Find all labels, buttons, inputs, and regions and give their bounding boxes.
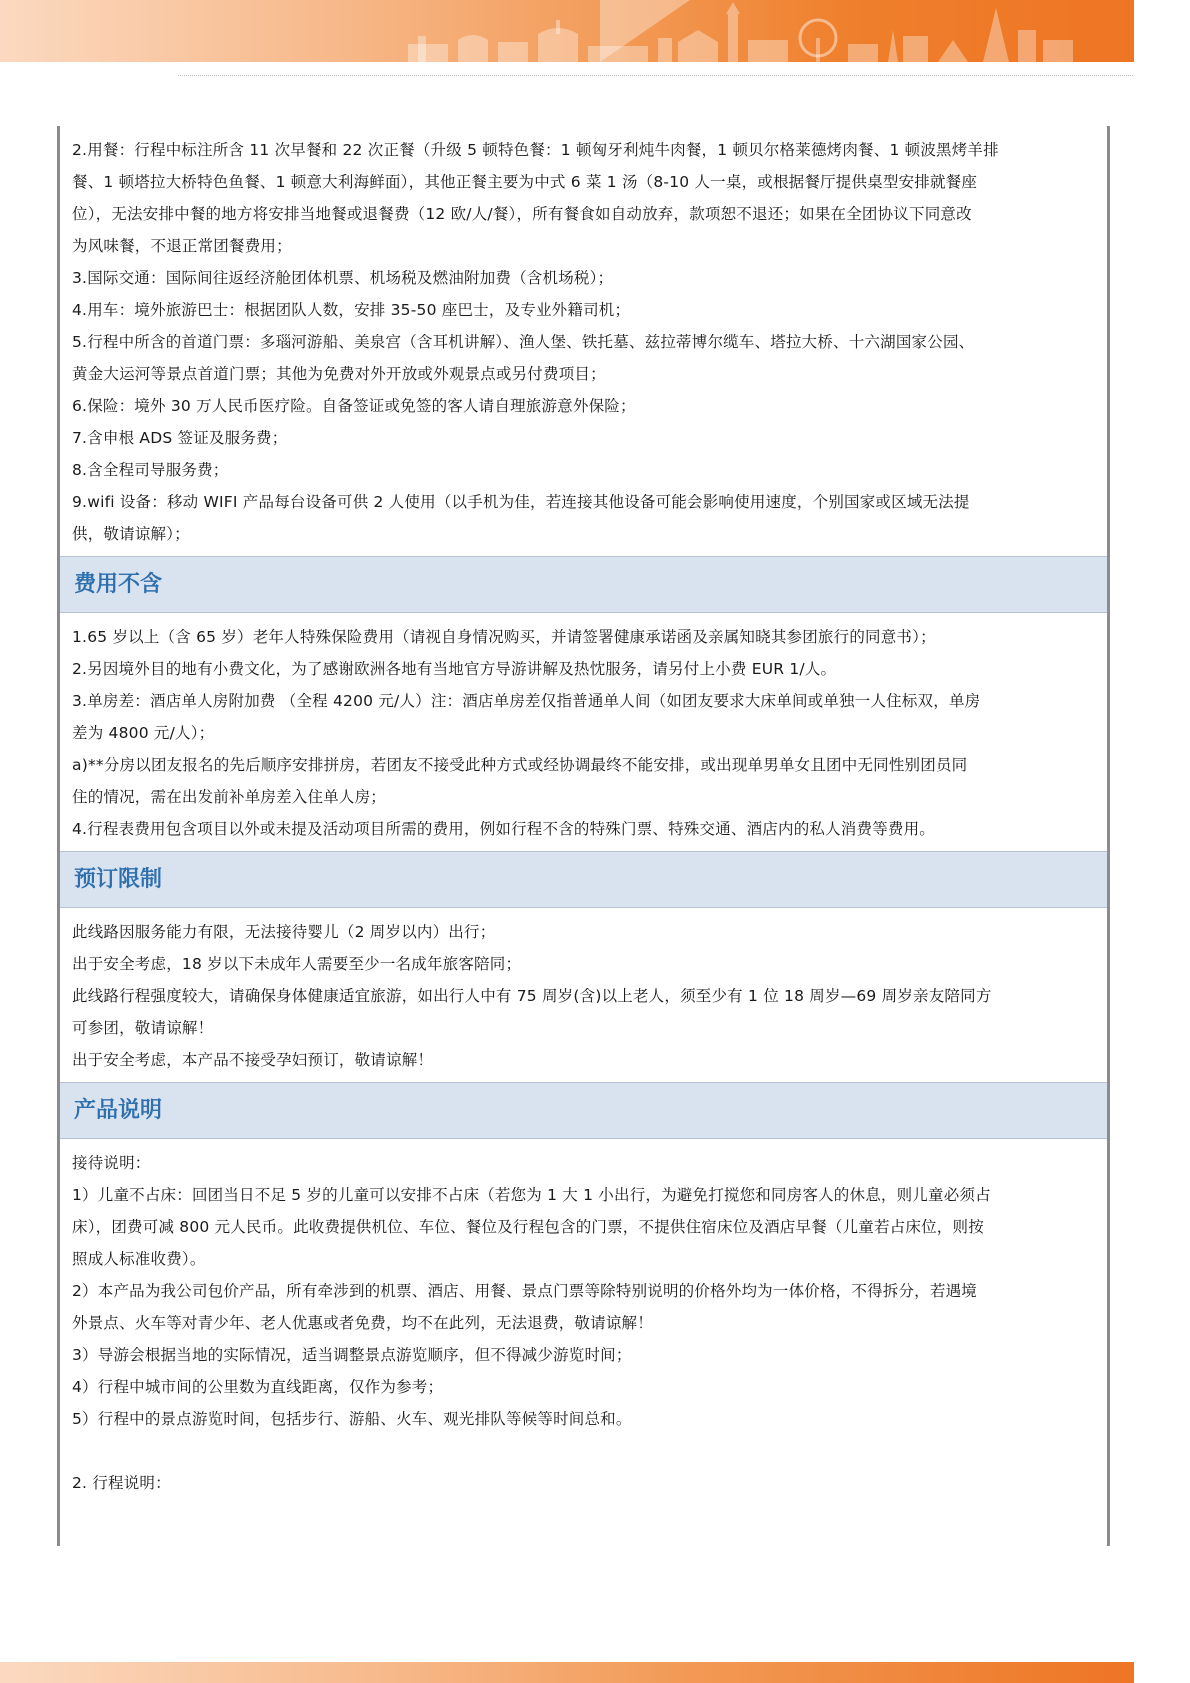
text-line: 2）本产品为我公司包价产品，所有牵涉到的机票、酒店、用餐、景点门票等除特别说明的价格外均为一体价格，不得拆分，若遇境 — [72, 1282, 977, 1300]
text-line: 3）导游会根据当地的实际情况，适当调整景点游览顺序，但不得减少游览时间； — [72, 1346, 632, 1364]
text-line: 2.用餐：行程中标注所含 11 次早餐和 22 次正餐（升级 5 顿特色餐：1 顿匈牙利炖牛肉餐，1 顿贝尔格莱德烤肉餐、1 顿波黑烤羊排 — [72, 141, 999, 159]
text-line: 位），无法安排中餐的地方将安排当地餐或退餐费（12 欧/人/餐），所有餐食如自动放弃，款项恕不退还；如果在全团协议下同意改 — [72, 205, 972, 223]
text-line: 3.单房差：酒店单人房附加费 （全程 4200 元/人）注：酒店单房差仅指普通单人间（如团友要求大床单间或单独一人住标双，单房 — [72, 692, 981, 710]
text-line: 照成人标准收费）。 — [72, 1250, 206, 1268]
text-line: 餐、1 顿塔拉大桥特色鱼餐、1 顿意大利海鲜面），其他正餐主要为中式 6 菜 1 汤（8-10 人一桌，或根据餐厅提供桌型安排就餐座 — [72, 173, 978, 191]
text-line: 6.保险：境外 30 万人民币医疗险。自备签证或免签的客人请自理旅游意外保险； — [72, 397, 636, 415]
text-line: 此线路因服务能力有限，无法接待婴儿（2 周岁以内）出行； — [72, 923, 496, 941]
text-line: 4.行程表费用包含项目以外或未提及活动项目所需的费用，例如行程不含的特殊门票、特殊交通、酒店内的私人消费等费用。 — [72, 820, 935, 838]
header-band — [0, 0, 1134, 62]
text-line: 供，敬请谅解）； — [72, 525, 190, 543]
itinerary-content-box — [57, 126, 1110, 1546]
product-notes-section — [72, 1139, 1101, 1505]
booking-limits-section — [72, 908, 1101, 1082]
text-line: 4.用车：境外旅游巴士：根据团队人数，安排 35-50 座巴士，及专业外籍司机； — [72, 301, 631, 319]
text-line: 为风味餐，不退正常团餐费用； — [72, 237, 292, 255]
text-line: a)**分房以团友报名的先后顺序安排拼房，若团友不接受此种方式或经协调最终不能安排，或出现单男单女且团中无同性别团员同 — [72, 756, 968, 774]
footer-band — [0, 1662, 1134, 1683]
text-line: 4）行程中城市间的公里数为直线距离，仅作为参考； — [72, 1378, 444, 1396]
header-divider — [178, 75, 1133, 76]
text-line: 外景点、火车等对青少年、老人优惠或者免费，均不在此列，无法退费，敬请谅解！ — [72, 1314, 653, 1332]
text-line: 1）儿童不占床：回团当日不足 5 岁的儿童可以安排不占床（若您为 1 大 1 小出行，为避免打搅您和同房客人的休息，则儿童必须占 — [72, 1186, 991, 1204]
text-line: 2.另因境外目的地有小费文化，为了感谢欧洲各地有当地官方导游讲解及热忱服务，请另付上小费 EUR 1/人。 — [72, 660, 837, 678]
text-line: 3.国际交通：国际间往返经济舱团体机票、机场税及燃油附加费（含机场税）； — [72, 269, 614, 287]
text-line: 可参团，敬请谅解！ — [72, 1019, 214, 1037]
text-line: 出于安全考虑，本产品不接受孕妇预订，敬请谅解！ — [72, 1051, 434, 1069]
text-line: 9.wifi 设备：移动 WIFI 产品每台设备可供 2 人使用（以手机为佳，若连接其他设备可能会影响使用速度，个别国家或区域无法提 — [72, 493, 970, 511]
city-skyline-icon — [398, 0, 1078, 62]
not-included-section — [72, 613, 1101, 851]
text-line: 出于安全考虑，18 岁以下未成年人需要至少一名成年旅客陪同； — [72, 955, 522, 973]
text-line: 5）行程中的景点游览时间，包括步行、游船、火车、观光排队等候等时间总和。 — [72, 1410, 632, 1428]
included-continued-section — [72, 126, 1101, 556]
section-heading-product-notes: 产品说明 — [60, 1082, 1107, 1139]
text-line: 床），团费可减 800 元人民币。此收费提供机位、车位、餐位及行程包含的门票，不提供住宿床位及酒店早餐（儿童若占床位，则按 — [72, 1218, 984, 1236]
text-line: 1.65 岁以上（含 65 岁）老年人特殊保险费用（请视自身情况购买，并请签署健康承诺函及亲属知晓其参团旅行的同意书）； — [72, 628, 936, 646]
text-line: 住的情况，需在出发前补单房差入住单人房； — [72, 788, 387, 806]
text-line: 接待说明： — [72, 1154, 151, 1172]
blank-line — [72, 1435, 1101, 1467]
text-line: 差为 4800 元/人）； — [72, 724, 215, 742]
text-line: 此线路行程强度较大，请确保身体健康适宜旅游，如出行人中有 75 周岁(含)以上老人，须至少有 1 位 18 周岁—69 周岁亲友陪同方 — [72, 987, 992, 1005]
section-heading-not-included: 费用不含 — [60, 556, 1107, 613]
text-line: 7.含申根 ADS 签证及服务费； — [72, 429, 288, 447]
text-line: 8.含全程司导服务费； — [72, 461, 229, 479]
text-line: 黄金大运河等景点首道门票；其他为免费对外开放或外观景点或另付费项目； — [72, 365, 606, 383]
text-line: 5.行程中所含的首道门票：多瑙河游船、美泉宫（含耳机讲解）、渔人堡、铁托墓、兹拉蒂博尔缆车、塔拉大桥、十六湖国家公园、 — [72, 333, 975, 351]
section-heading-booking-limits: 预订限制 — [60, 851, 1107, 908]
text-line: 2. 行程说明： — [72, 1474, 171, 1492]
